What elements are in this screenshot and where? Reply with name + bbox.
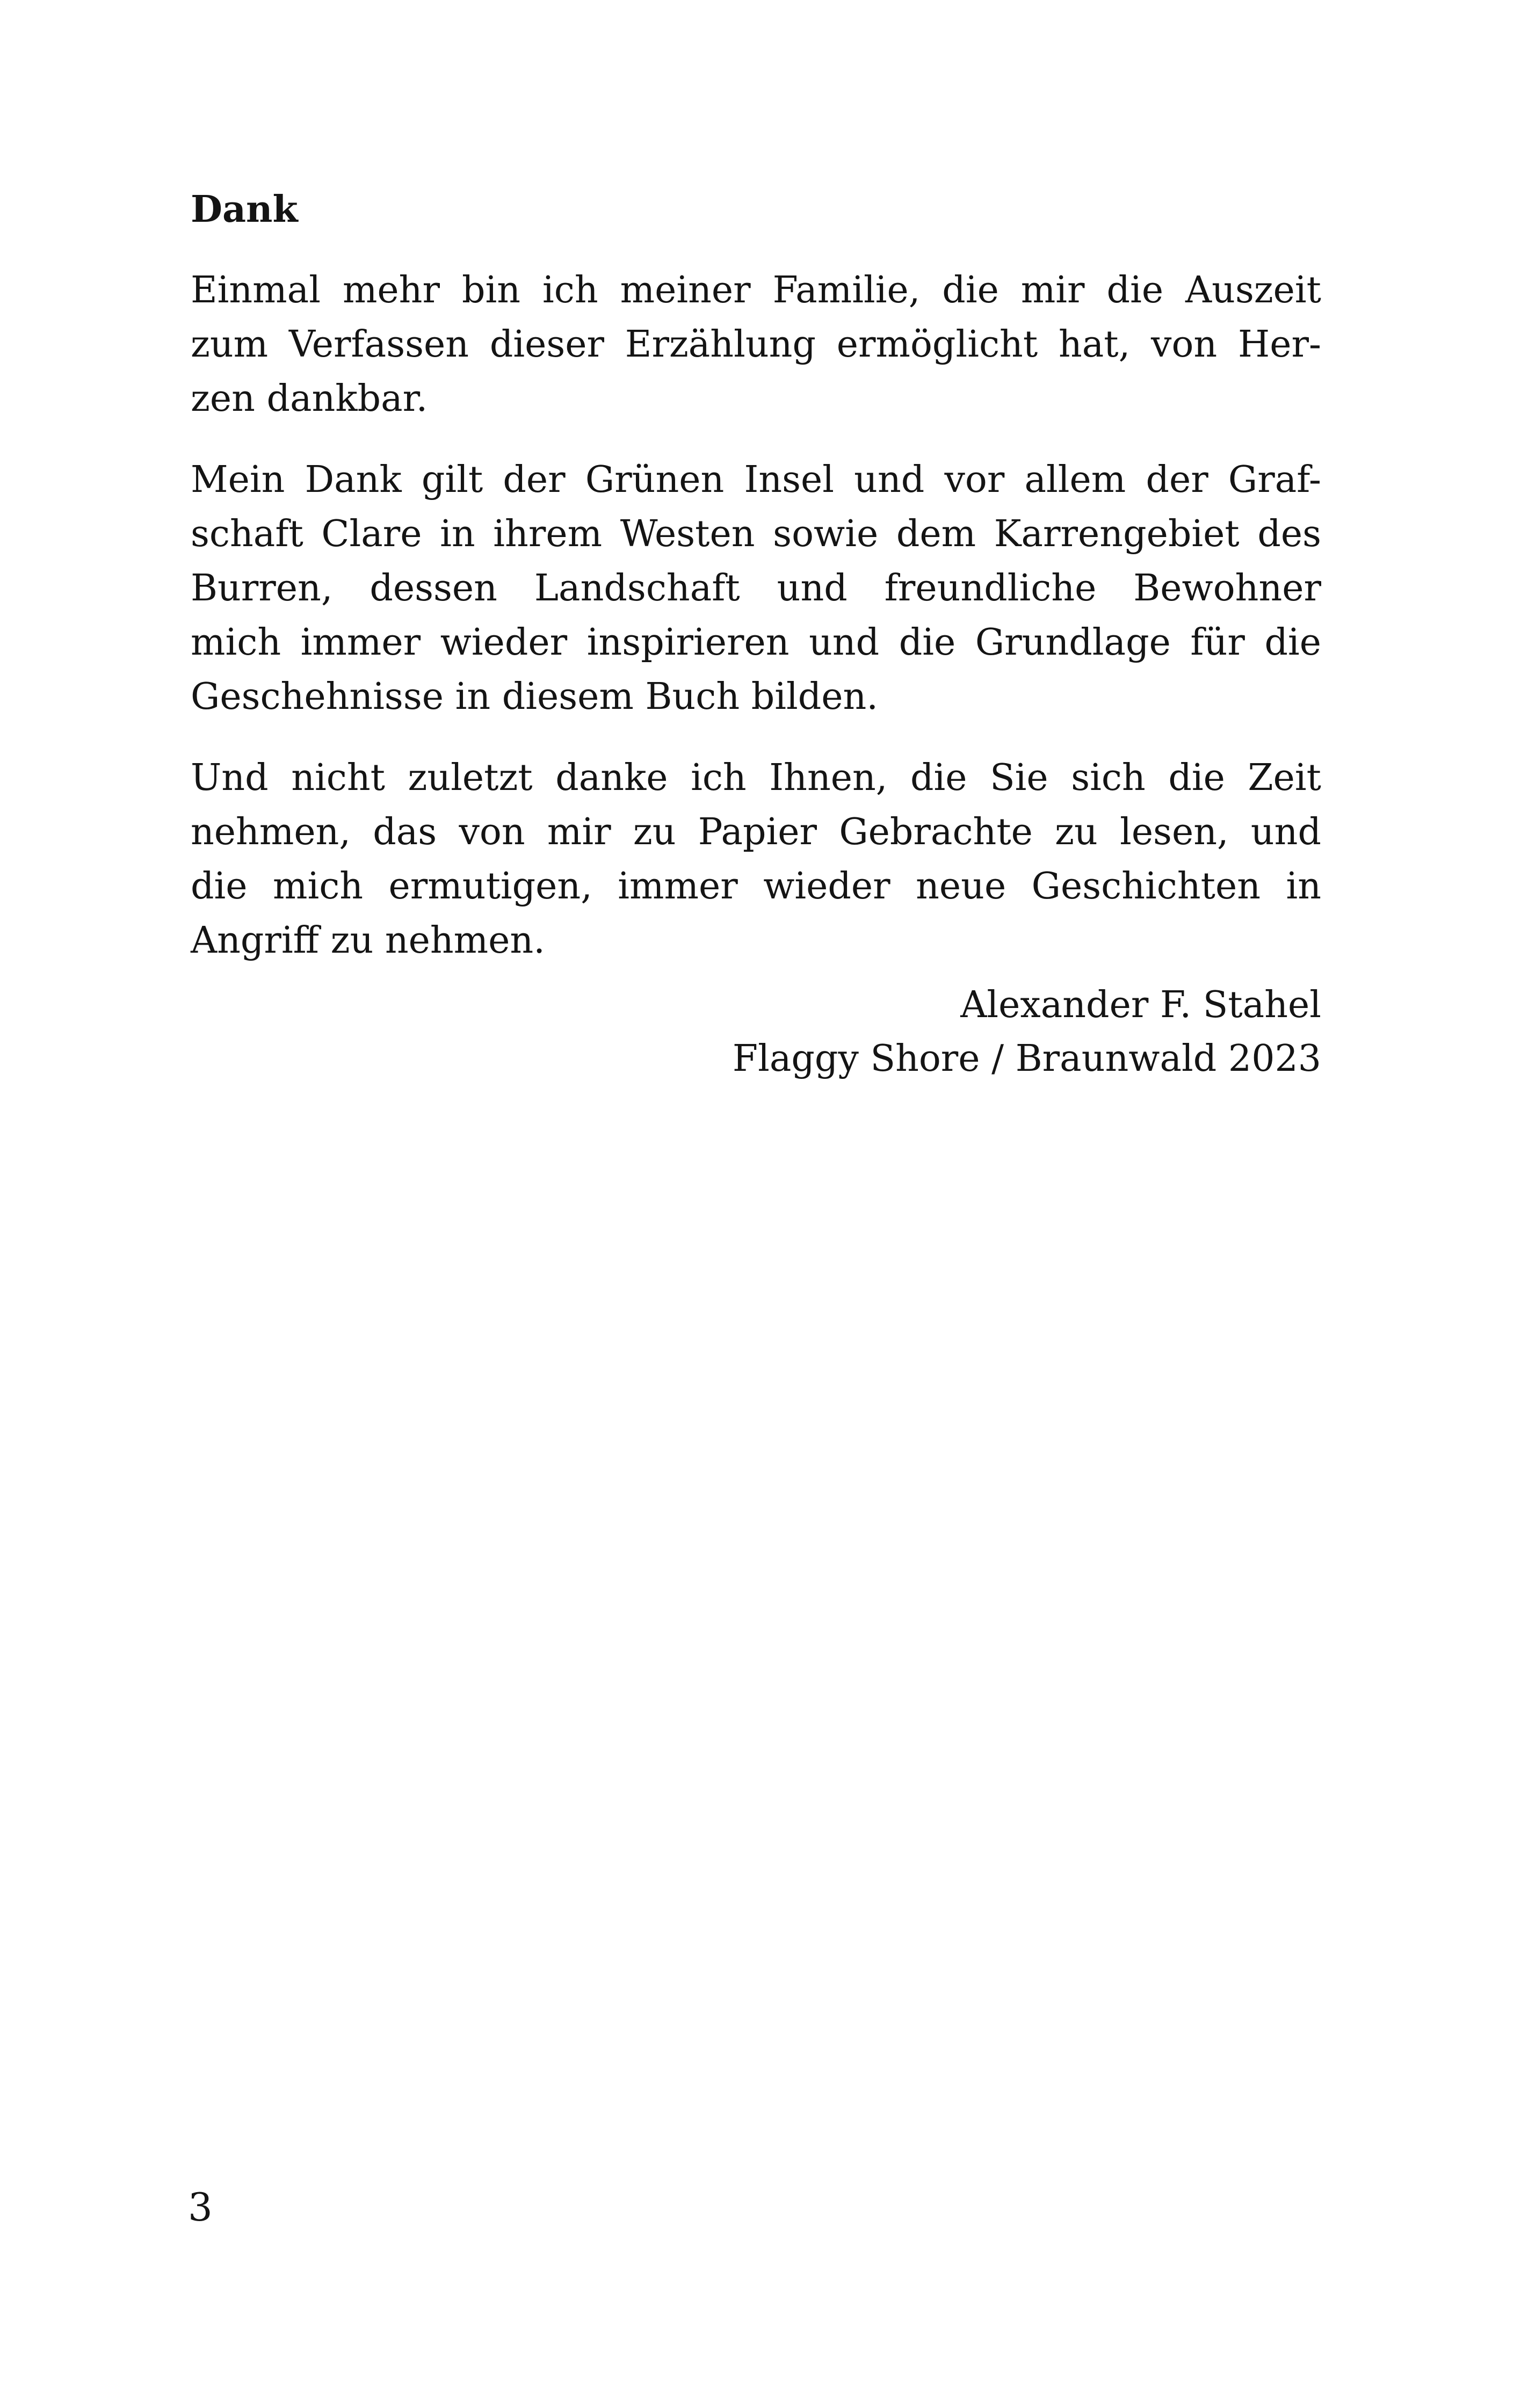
section-heading: Dank — [191, 188, 298, 231]
paragraph-line: Geschehnisse in diesem Buch bilden. — [191, 676, 878, 718]
paragraph-line: Und nicht zuletzt danke ich Ihnen, die Sie sich die Zeit — [191, 757, 1321, 799]
paragraph-line: schaft Clare in ihrem Westen sowie dem Karrengebiet des — [191, 513, 1321, 555]
paragraph-3 — [191, 751, 1321, 968]
page-number: 3 — [188, 2185, 213, 2230]
paragraph-line: nehmen, das von mir zu Papier Gebrachte zu lesen, und — [191, 811, 1321, 853]
paragraph-line: Einmal mehr bin ich meiner Familie, die mir die Auszeit — [191, 269, 1321, 311]
paragraph-line: Angriff zu nehmen. — [191, 919, 545, 962]
paragraph-line: die mich ermutigen, immer wieder neue Geschichten in — [191, 865, 1321, 908]
paragraph-line: zum Verfassen dieser Erzählung ermöglicht hat, von Her- — [191, 323, 1321, 366]
paragraph-2 — [191, 453, 1321, 724]
paragraph-1 — [191, 263, 1321, 426]
author-name: Alexander F. Stahel — [960, 984, 1321, 1026]
signature-block — [733, 978, 1321, 1086]
acknowledgements-section — [191, 183, 1321, 995]
paragraph-line: Mein Dank gilt der Grünen Insel und vor allem der Graf- — [191, 459, 1321, 501]
paragraph-line: Burren, dessen Landschaft und freundliche Bewohner — [191, 567, 1321, 610]
paragraph-line: zen dankbar. — [191, 378, 428, 420]
place-and-year: Flaggy Shore / Braunwald 2023 — [732, 1038, 1321, 1080]
paragraph-line: mich immer wieder inspirieren und die Grundlage für die — [191, 621, 1321, 664]
